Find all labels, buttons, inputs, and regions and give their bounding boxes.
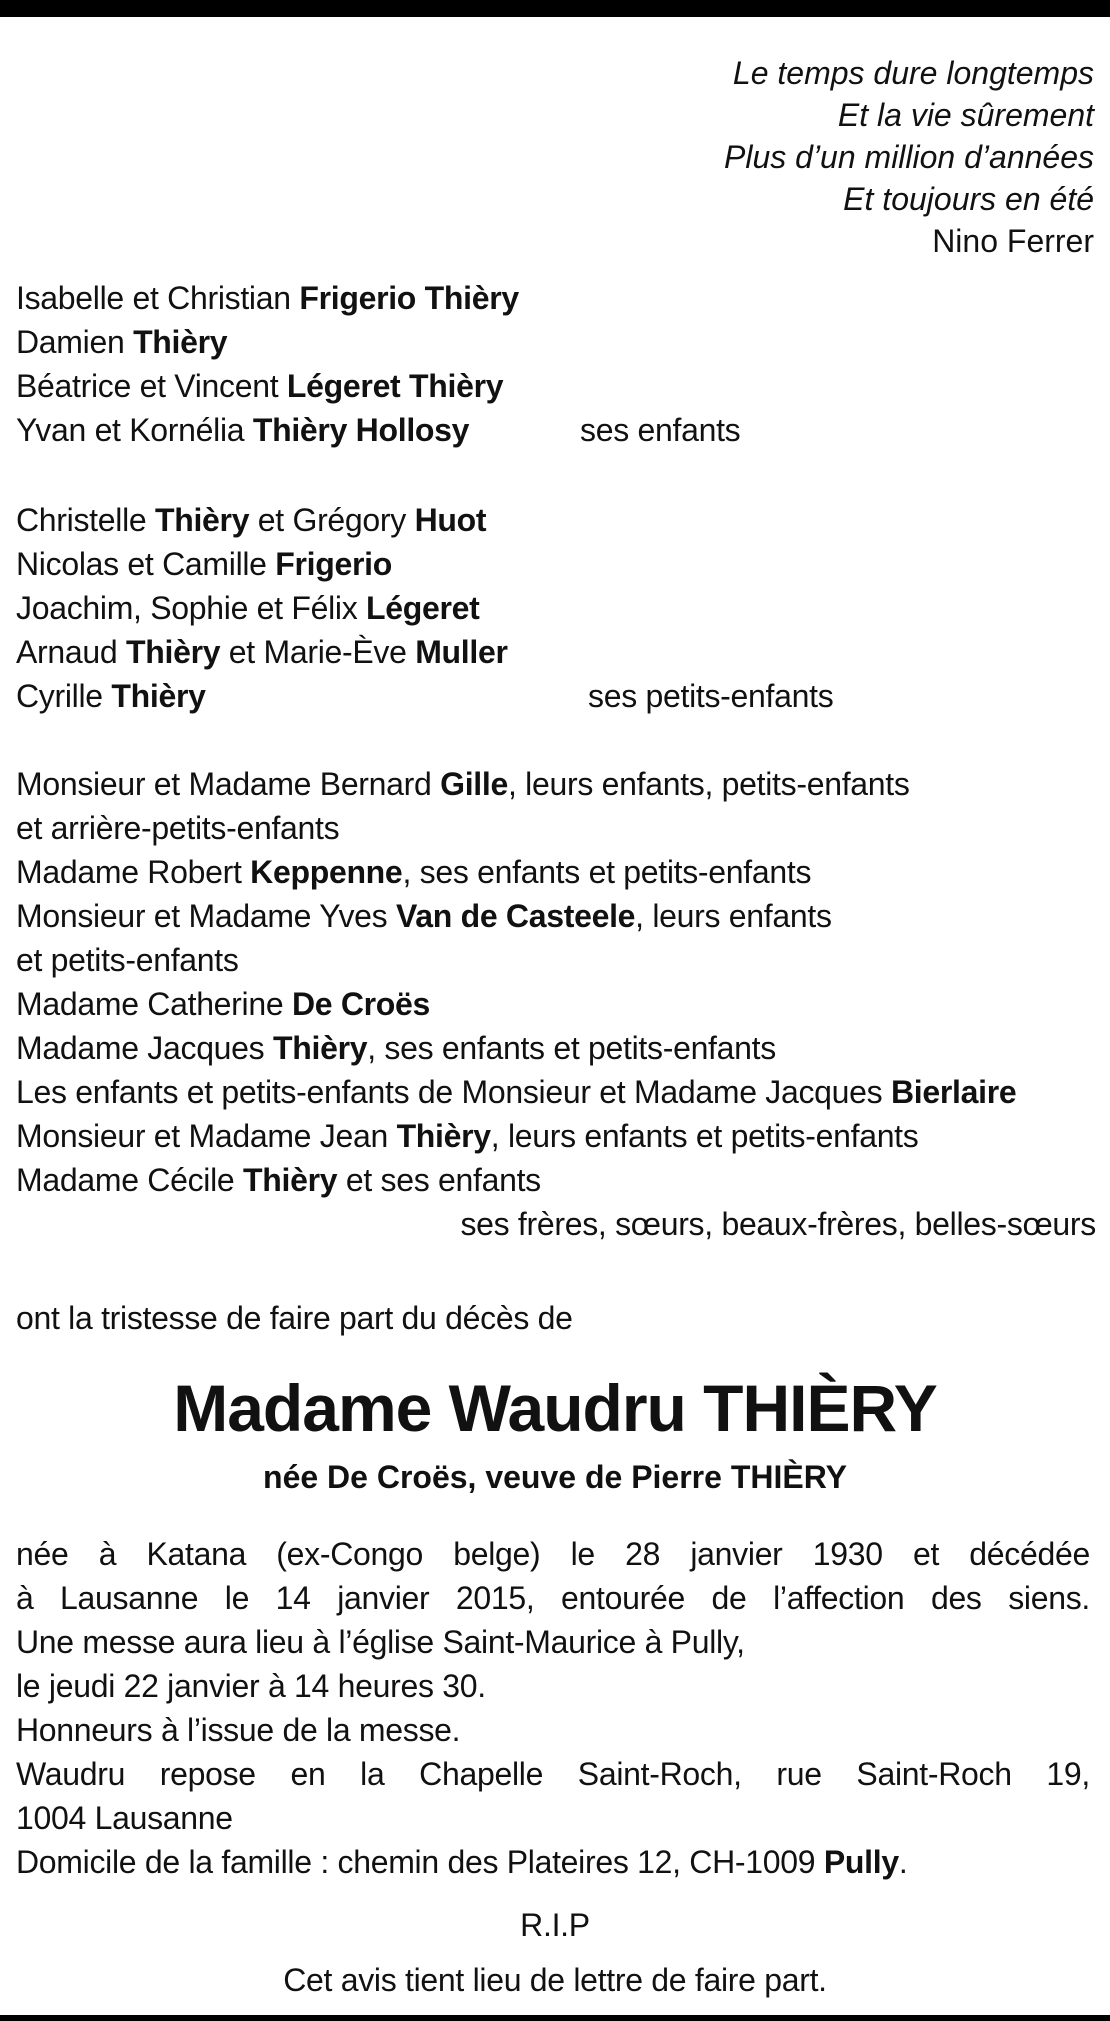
surname: Thièry [111, 678, 206, 714]
surname: Thièry Hollosy [252, 412, 470, 448]
surname: Gille [440, 766, 508, 802]
surname: Frigerio Thièry [299, 280, 519, 316]
family-line [16, 542, 1096, 586]
family-line [16, 1070, 1096, 1114]
family-line [16, 498, 1096, 542]
family-line [16, 762, 1096, 806]
name-text: , ses enfants et petits-enfants [367, 1030, 776, 1066]
name-text: , leurs enfants [635, 898, 832, 934]
name-text: , leurs enfants, petits-enfants [507, 766, 910, 802]
poem-line: Et toujours en été [843, 181, 1094, 217]
name-text: , ses enfants et petits-enfants [402, 854, 812, 890]
name-text: et Marie-Ève [220, 634, 416, 670]
poem-line: Plus d’un million d’années [724, 139, 1094, 175]
name-text: et arrière-petits-enfants [16, 810, 340, 846]
name-text: Béatrice et Vincent [16, 368, 287, 404]
family-line [16, 850, 1096, 894]
town-name: Pully [823, 1844, 899, 1880]
family-line [16, 938, 1096, 982]
surname: Keppenne [250, 854, 403, 890]
surname: Thièry [272, 1030, 368, 1066]
punctuation: . [898, 1844, 908, 1880]
name-text: Nicolas et Camille [16, 546, 276, 582]
details-line: Honneurs à l’issue de la messe. [16, 1712, 461, 1748]
surname: Frigerio [275, 546, 393, 582]
family-line [16, 1158, 1096, 1202]
name-text: Cyrille [16, 678, 112, 714]
name-text: Madame Jacques [16, 1030, 273, 1066]
name-text: Les enfants et petits-enfants de Monsieur et Madame Jacques [16, 1074, 891, 1110]
name-text: Madame Robert [16, 854, 251, 890]
family-line [16, 276, 1096, 320]
surname: Van de Casteele [395, 898, 636, 934]
surname: Légeret [366, 590, 480, 626]
name-text: Monsieur et Madame Jean [16, 1118, 397, 1154]
name-text: Monsieur et Madame Yves [16, 898, 396, 934]
family-line [16, 1026, 1096, 1070]
name-text: Madame Cécile [16, 1162, 244, 1198]
family-line [16, 630, 1096, 674]
relation-label: ses enfants [580, 412, 741, 448]
details-line: 1004 Lausanne [16, 1800, 233, 1836]
funeral-details [16, 1532, 1090, 1884]
children-list [16, 276, 1096, 452]
family-line [16, 806, 1096, 850]
relation-label: ses petits-enfants [588, 678, 834, 714]
details-line: le jeudi 22 janvier à 14 heures 30. [16, 1668, 486, 1704]
details-line: Waudru repose en la Chapelle Saint-Roch, rue Saint-Roch 19, [16, 1756, 1090, 1792]
surname: Légeret Thièry [286, 368, 504, 404]
name-text: Monsieur et Madame Bernard [16, 766, 441, 802]
details-line: Une messe aura lieu à l’église Saint-Maurice à Pully, [16, 1624, 745, 1660]
family-line [16, 1114, 1096, 1158]
name-text: et petits-enfants [16, 942, 239, 978]
poem-line: Le temps dure longtemps [732, 55, 1094, 91]
name-text: Madame Catherine [16, 986, 292, 1022]
grandchildren-list [16, 498, 1096, 718]
family-line [16, 982, 1096, 1026]
surname: Thièry [125, 634, 221, 670]
name-text: Isabelle et Christian [16, 280, 300, 316]
name-text: Arnaud [16, 634, 126, 670]
name-text: Yvan et Kornélia [16, 412, 253, 448]
name-text: Joachim, Sophie et Félix [16, 590, 367, 626]
surname: Bierlaire [890, 1074, 1017, 1110]
name-text: et Grégory [249, 502, 415, 538]
family-line [16, 408, 1096, 452]
surname: Thièry [154, 502, 250, 538]
address-text: Domicile de la famille : chemin des Plateires 12, CH-1009 [16, 1844, 824, 1880]
surname: De Croës [291, 986, 431, 1022]
epigraph-poem [0, 52, 1094, 262]
bottom-border [0, 2015, 1110, 2021]
poem-author: Nino Ferrer [932, 223, 1094, 259]
surname: Thièry [243, 1162, 338, 1198]
name-text: et ses enfants [337, 1162, 541, 1198]
surname: Huot [414, 502, 487, 538]
family-line [16, 894, 1096, 938]
relation-label: ses frères, sœurs, beaux-frères, belles-sœurs [460, 1206, 1096, 1242]
announcement-text: ont la tristesse de faire part du décès de [16, 1300, 573, 1336]
family-line [16, 320, 1096, 364]
surname: Thièry [396, 1118, 491, 1154]
name-text: , leurs enfants et petits-enfants [490, 1118, 919, 1154]
surname: Muller [415, 634, 508, 670]
name-text: Christelle [16, 502, 155, 538]
family-line [16, 364, 1096, 408]
details-line [16, 1840, 1090, 1884]
poem-line: Et la vie sûrement [837, 97, 1094, 133]
siblings-list [16, 762, 1096, 1246]
deceased-name: Madame Waudru THIÈRY [173, 1371, 937, 1445]
details-line: née à Katana (ex-Congo belge) le 28 janvier 1930 et décédée [16, 1536, 1090, 1572]
name-text: Damien [16, 324, 134, 360]
deceased-subtitle: née De Croës, veuve de Pierre THIÈRY [263, 1459, 847, 1495]
rip-text: R.I.P [520, 1907, 590, 1943]
details-line: à Lausanne le 14 janvier 2015, entourée de l’affection des siens. [16, 1580, 1090, 1616]
notice-text: Cet avis tient lieu de lettre de faire part. [283, 1962, 827, 1998]
surname: Thièry [133, 324, 228, 360]
family-line [16, 674, 1096, 718]
family-line [16, 586, 1096, 630]
